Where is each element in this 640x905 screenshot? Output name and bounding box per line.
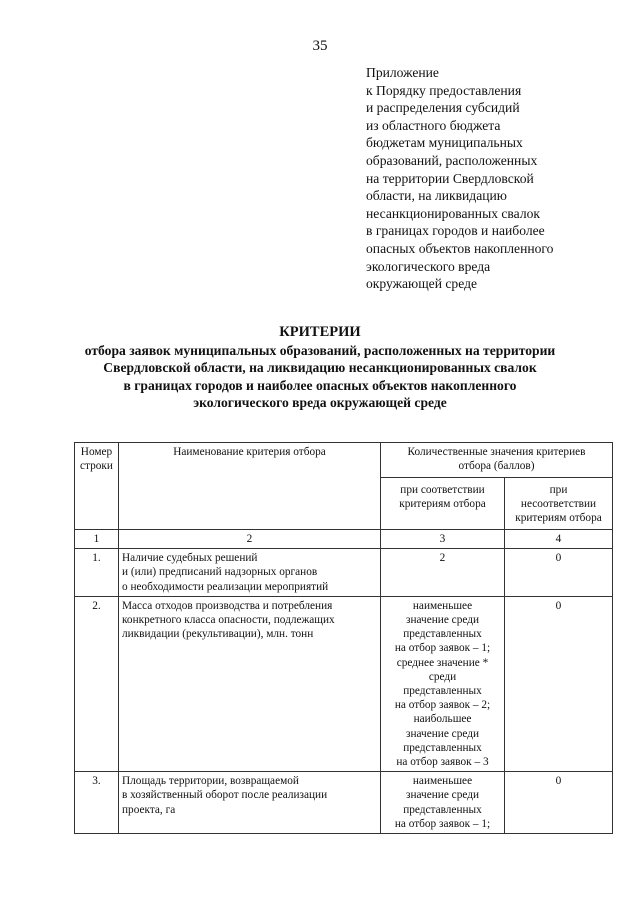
- appendix-line: несанкционированных свалок: [366, 205, 541, 221]
- header-criterion-name: [119, 443, 381, 530]
- page-number: 35: [312, 38, 328, 54]
- value-line: на отбор заявок – 2;: [394, 699, 491, 712]
- heading-subtitle-line: экологического вреда окружающей среде: [193, 395, 447, 411]
- header-text: отбора (баллов): [458, 460, 535, 473]
- header-text: Номер: [80, 446, 113, 458]
- value-line: наименьшее: [412, 599, 473, 612]
- column-number: 1: [75, 530, 119, 549]
- appendix-line: на территории Свердловской: [366, 170, 534, 186]
- criterion-line: в хозяйственный оборот после реализации: [122, 789, 328, 802]
- row-number: 2.: [75, 596, 119, 771]
- table-row: [75, 596, 613, 771]
- criterion-name: [119, 596, 381, 771]
- value-line: наименьшее: [412, 775, 473, 788]
- value-line: наибольшее: [413, 713, 472, 726]
- noncompliant-value: 0: [505, 596, 613, 771]
- header-text: строки: [80, 460, 113, 473]
- criterion-name: [119, 549, 381, 597]
- column-number: 2: [119, 530, 381, 549]
- table-row: [75, 549, 613, 597]
- appendix-line: области, на ликвидацию: [366, 188, 507, 204]
- criterion-line: Наличие судебных решений: [122, 552, 258, 565]
- value-line: среди: [428, 670, 457, 683]
- value-line: значение среди: [405, 614, 480, 627]
- column-number-row: [75, 530, 613, 549]
- criterion-line: ликвидации (рекультивации), млн. тонн: [122, 628, 314, 641]
- noncompliant-value: 0: [505, 549, 613, 597]
- table-header-row: [75, 443, 613, 478]
- heading-subtitle-line: Свердловской области, на ликвидацию несанкционированных свалок: [103, 360, 537, 376]
- value-line: на отбор заявок – 3: [396, 756, 489, 769]
- value-line: представленных: [403, 628, 482, 641]
- criteria-table: [74, 442, 613, 834]
- appendix-line: в границах городов и наиболее: [366, 223, 545, 239]
- header-row-number: [75, 443, 119, 530]
- header-text: Наименование критерия отбора: [173, 446, 326, 458]
- noncompliant-value: 0: [505, 772, 613, 834]
- appendix-line: опасных объектов накопленного: [366, 240, 554, 256]
- criterion-name: [119, 772, 381, 834]
- column-number: 3: [381, 530, 505, 549]
- table-row: [75, 772, 613, 834]
- appendix-line: и распределения субсидий: [366, 100, 520, 116]
- appendix-note: [366, 64, 626, 293]
- compliant-value: [381, 549, 505, 597]
- header-noncompliant: [505, 478, 613, 530]
- header-text: критериям отбора: [515, 512, 602, 525]
- value-line: на отбор заявок – 1;: [394, 817, 491, 830]
- column-number: 4: [505, 530, 613, 549]
- appendix-line: окружающей среде: [366, 276, 478, 292]
- appendix-line: экологического вреда: [366, 258, 491, 274]
- appendix-line: образований, расположенных: [366, 152, 538, 168]
- criterion-line: о необходимости реализации мероприятий: [122, 580, 329, 593]
- value-line: представленных: [403, 685, 482, 698]
- header-quantitative: [381, 443, 613, 478]
- criterion-line: Масса отходов производства и потребления: [122, 599, 333, 612]
- compliant-value: [381, 772, 505, 834]
- value-line: на отбор заявок – 1;: [394, 642, 491, 655]
- criterion-line: конкретного класса опасности, подлежащих: [122, 614, 335, 627]
- header-text: при: [549, 484, 568, 496]
- row-number: 1.: [75, 549, 119, 597]
- header-text: несоответствии: [520, 498, 597, 511]
- value-line: представленных: [403, 741, 482, 754]
- value-line: значение среди: [405, 727, 480, 740]
- appendix-line: к Порядку предоставления: [366, 82, 522, 98]
- appendix-line: из областного бюджета: [366, 117, 501, 133]
- row-number: 3.: [75, 772, 119, 834]
- appendix-line: бюджетам муниципальных: [366, 135, 523, 151]
- value-line: 2: [439, 552, 446, 565]
- heading-subtitle-line: отбора заявок муниципальных образований, расположенных на территории: [84, 342, 556, 358]
- value-line: среднее значение *: [396, 656, 489, 669]
- heading-subtitle-line: в границах городов и наиболее опасных объектов накопленного: [123, 377, 517, 393]
- heading-title: КРИТЕРИИ: [279, 324, 361, 340]
- header-text: Количественные значения критериев: [407, 446, 586, 458]
- appendix-line: Приложение: [366, 65, 439, 80]
- criterion-line: Площадь территории, возвращаемой: [122, 775, 299, 788]
- header-text: при соответствии: [400, 484, 485, 496]
- compliant-value: [381, 596, 505, 771]
- header-compliant: [381, 478, 505, 530]
- header-text: критериям отбора: [399, 498, 486, 511]
- criterion-line: проекта, га: [122, 803, 176, 816]
- criterion-line: и (или) предписаний надзорных органов: [122, 566, 318, 579]
- value-line: значение среди: [405, 789, 480, 802]
- document-heading: [40, 324, 600, 412]
- value-line: представленных: [403, 803, 482, 816]
